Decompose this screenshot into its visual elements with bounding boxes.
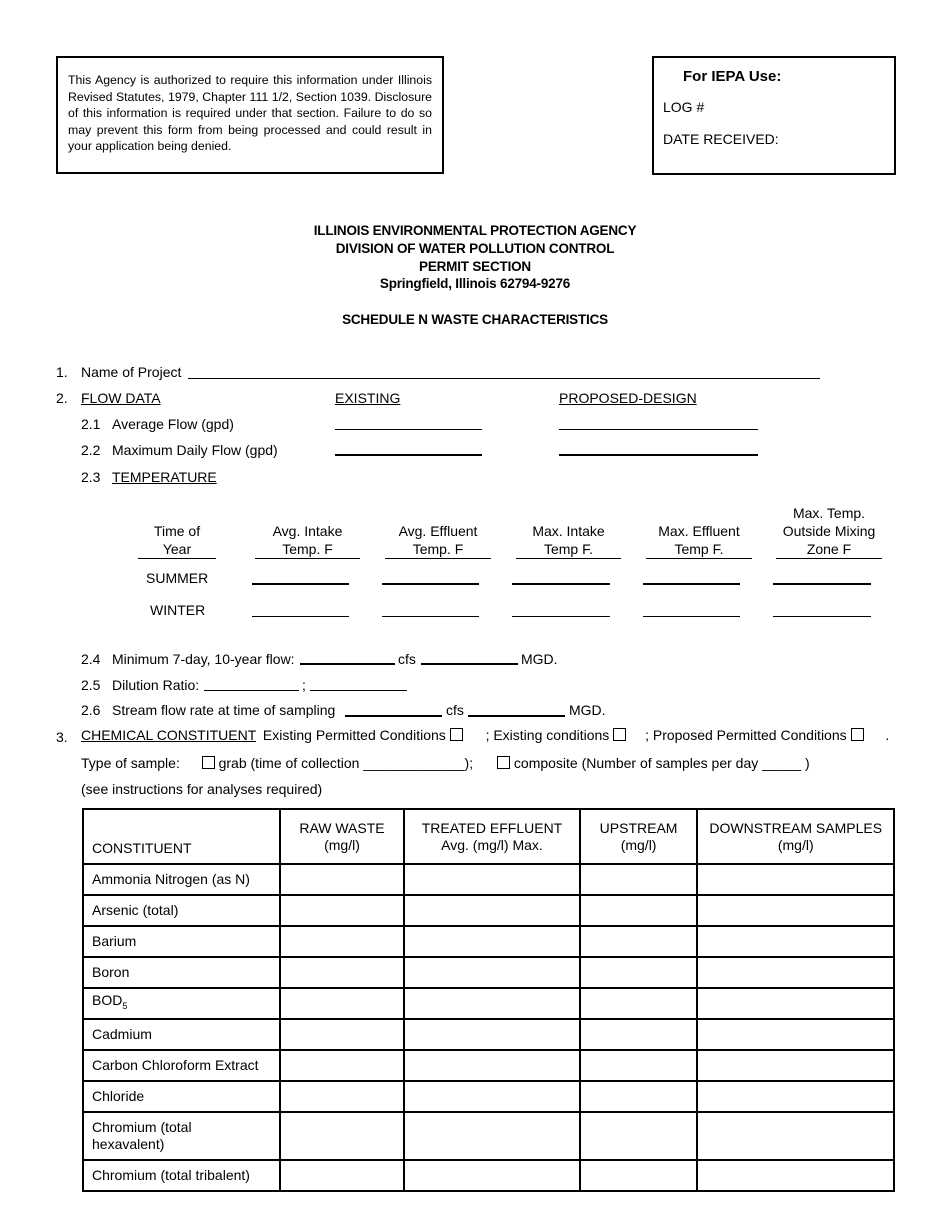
constituent-name: $BOD_5$	[83, 988, 280, 1019]
treated-effluent-cell[interactable]	[404, 1019, 579, 1050]
iepa-use-box	[652, 56, 896, 175]
time-of-year-header: Time of Year	[138, 522, 216, 559]
item25-number: 2.5	[81, 677, 101, 693]
table-row	[83, 988, 894, 1019]
date-received-label: DATE RECEIVED:	[663, 131, 779, 147]
summer-label: SUMMER	[146, 570, 209, 586]
item2-number: 2.	[56, 390, 68, 406]
min-flow-mgd-field[interactable]	[421, 663, 518, 665]
winter-avg-effluent-field[interactable]	[382, 616, 479, 617]
treated-effluent-cell[interactable]	[404, 1050, 579, 1081]
sample-type-line	[81, 755, 810, 771]
downstream-cell[interactable]	[697, 1050, 894, 1081]
raw-waste-cell[interactable]	[280, 1050, 405, 1081]
dilution-ratio-field-1[interactable]	[204, 690, 299, 691]
project-name-label: Name of Project	[81, 364, 182, 380]
avg-effluent-temp-header: Avg. Effluent Temp. F	[385, 522, 491, 559]
composite-label: composite (Number of samples per day _____ )	[513, 755, 810, 771]
raw-waste-cell[interactable]	[280, 1019, 405, 1050]
item24-number: 2.4	[81, 651, 101, 667]
table-row	[83, 926, 894, 957]
downstream-cell[interactable]	[697, 895, 894, 926]
summer-max-intake-field[interactable]	[512, 583, 610, 585]
average-flow-existing-field[interactable]	[335, 429, 482, 430]
stream-flow-cfs-field[interactable]	[345, 715, 442, 717]
min-flow-cfs-unit: cfs	[398, 651, 416, 667]
constituent-name: Chromium (total tribalent)	[83, 1160, 280, 1191]
raw-waste-header: RAW WASTE (mg/l)	[280, 809, 405, 864]
raw-waste-cell[interactable]	[280, 957, 405, 988]
division-name: DIVISION OF WATER POLLUTION CONTROL	[335, 241, 615, 256]
treated-effluent-cell[interactable]	[404, 988, 579, 1019]
existing-conditions-label: ; Existing conditions	[485, 727, 610, 743]
analyses-instructions: (see instructions for analyses required)	[81, 781, 323, 797]
upstream-cell[interactable]	[580, 1050, 698, 1081]
min-7day-flow-label: Minimum 7-day, 10-year flow:	[112, 651, 295, 667]
winter-max-effluent-field[interactable]	[643, 616, 740, 617]
constituent-name: Chromium (total hexavalent)	[83, 1112, 280, 1160]
stream-flow-label: Stream flow rate at time of sampling	[112, 702, 336, 718]
chemical-constituent-heading: CHEMICAL CONSTITUENT	[81, 727, 257, 743]
proposed-permitted-checkbox[interactable]	[851, 728, 864, 741]
min-flow-cfs-field[interactable]	[300, 663, 395, 665]
stream-flow-mgd-unit: MGD.	[569, 702, 606, 718]
constituent-name: Ammonia Nitrogen (as N)	[83, 864, 280, 895]
upstream-cell[interactable]	[580, 1019, 698, 1050]
raw-waste-cell[interactable]	[280, 1112, 405, 1160]
existing-permitted-label: Existing Permitted Conditions	[262, 727, 446, 743]
stream-flow-mgd-field[interactable]	[468, 715, 565, 717]
upstream-cell[interactable]	[580, 864, 698, 895]
downstream-cell[interactable]	[697, 1019, 894, 1050]
downstream-cell[interactable]	[697, 988, 894, 1019]
max-intake-temp-header: Max. Intake Temp F.	[516, 522, 621, 559]
summer-avg-intake-field[interactable]	[252, 583, 349, 585]
max-daily-flow-existing-field[interactable]	[335, 454, 482, 456]
upstream-cell[interactable]	[580, 988, 698, 1019]
existing-permitted-checkbox[interactable]	[450, 728, 463, 741]
raw-waste-cell[interactable]	[280, 1160, 405, 1191]
treated-effluent-cell[interactable]	[404, 895, 579, 926]
section-name: PERMIT SECTION	[419, 259, 531, 274]
upstream-cell[interactable]	[580, 957, 698, 988]
upstream-cell[interactable]	[580, 1112, 698, 1160]
upstream-cell[interactable]	[580, 926, 698, 957]
constituent-name: Carbon Chloroform Extract	[83, 1050, 280, 1081]
table-row	[83, 1019, 894, 1050]
agency-name: ILLINOIS ENVIRONMENTAL PROTECTION AGENCY	[313, 223, 637, 238]
table-row	[83, 895, 894, 926]
dilution-ratio-separator: ;	[302, 677, 306, 693]
constituent-name: Barium	[83, 926, 280, 957]
table-row	[83, 1160, 894, 1191]
grab-checkbox[interactable]	[202, 756, 215, 769]
agency-address: Springfield, Illinois 62794-9276	[379, 276, 571, 291]
treated-effluent-cell[interactable]	[404, 926, 579, 957]
schedule-title: SCHEDULE N WASTE CHARACTERISTICS	[342, 312, 608, 327]
downstream-cell[interactable]	[697, 926, 894, 957]
raw-waste-cell[interactable]	[280, 988, 405, 1019]
raw-waste-cell[interactable]	[280, 926, 405, 957]
table-row	[83, 1081, 894, 1112]
downstream-cell[interactable]	[697, 957, 894, 988]
avg-intake-temp-header: Avg. Intake Temp. F	[255, 522, 360, 559]
composite-checkbox[interactable]	[497, 756, 510, 769]
table-row	[83, 1112, 894, 1160]
raw-waste-cell[interactable]	[280, 895, 405, 926]
item1-number: 1.	[56, 364, 68, 380]
item3-end-mark: .	[885, 727, 890, 743]
table-header-row	[83, 809, 894, 864]
upstream-header: UPSTREAM (mg/l)	[580, 809, 698, 864]
item26-number: 2.6	[81, 702, 101, 718]
average-flow-proposed-field[interactable]	[559, 429, 758, 430]
upstream-cell[interactable]	[580, 895, 698, 926]
downstream-cell[interactable]	[697, 1160, 894, 1191]
existing-heading: EXISTING	[335, 390, 401, 406]
max-daily-flow-label: Maximum Daily Flow (gpd)	[112, 442, 278, 458]
project-name-field[interactable]	[188, 378, 820, 379]
authorization-notice: This Agency is authorized to require this information under Illinois Revised Statutes, 1979, Chapter 111 1/2, Section 1039. Disclosure of this information is required under that section. Failure to do so may prevent this form from being processed and could result in your application being denied.	[56, 56, 444, 174]
treated-effluent-cell[interactable]	[404, 1081, 579, 1112]
max-daily-flow-proposed-field[interactable]	[559, 454, 758, 456]
summer-mixing-zone-field[interactable]	[773, 583, 871, 585]
stream-flow-cfs-unit: cfs	[446, 702, 464, 718]
downstream-cell[interactable]	[697, 1112, 894, 1160]
dilution-ratio-label: Dilution Ratio:	[112, 677, 200, 693]
table-row	[83, 957, 894, 988]
treated-effluent-cell[interactable]	[404, 1160, 579, 1191]
downstream-cell[interactable]	[697, 864, 894, 895]
temperature-heading: TEMPERATURE	[112, 469, 217, 485]
item21-number: 2.1	[81, 416, 101, 432]
treated-effluent-cell[interactable]	[404, 957, 579, 988]
upstream-cell[interactable]	[580, 1160, 698, 1191]
item23-number: 2.3	[81, 469, 101, 485]
constituent-table	[82, 808, 895, 1192]
table-row	[83, 1050, 894, 1081]
max-effluent-temp-header: Max. Effluent Temp F.	[646, 522, 752, 559]
min-flow-mgd-unit: MGD.	[521, 651, 558, 667]
existing-conditions-checkbox[interactable]	[613, 728, 626, 741]
treated-effluent-cell[interactable]	[404, 1112, 579, 1160]
flow-data-heading: FLOW DATA	[81, 390, 161, 406]
treated-effluent-header: TREATED EFFLUENT Avg. (mg/l) Max.	[404, 809, 579, 864]
constituent-name: Cadmium	[83, 1019, 280, 1050]
downstream-header: DOWNSTREAM SAMPLES (mg/l)	[697, 809, 894, 864]
raw-waste-cell[interactable]	[280, 1081, 405, 1112]
raw-waste-cell[interactable]	[280, 864, 405, 895]
winter-max-intake-field[interactable]	[512, 616, 610, 617]
sample-type-label: Type of sample:	[81, 755, 180, 771]
proposed-permitted-label: ; Proposed Permitted Conditions	[645, 727, 847, 743]
constituent-name: Boron	[83, 957, 280, 988]
constituent-name: Chloride	[83, 1081, 280, 1112]
iepa-use-title: For IEPA Use:	[683, 68, 782, 85]
average-flow-label: Average Flow (gpd)	[112, 416, 234, 432]
constituent-name: Arsenic (total)	[83, 895, 280, 926]
log-number-label: LOG #	[663, 99, 705, 115]
treated-effluent-cell[interactable]	[404, 864, 579, 895]
chemical-constituent-line	[81, 727, 889, 743]
table-row	[83, 864, 894, 895]
summer-max-effluent-field[interactable]	[643, 583, 740, 585]
summer-avg-effluent-field[interactable]	[382, 583, 479, 585]
grab-label: grab (time of collection _____________);	[218, 755, 474, 771]
winter-avg-intake-field[interactable]	[252, 616, 349, 617]
proposed-design-heading: PROPOSED-DESIGN	[559, 390, 697, 406]
max-temp-mixing-zone-header: Max. Temp. Outside Mixing Zone F	[776, 504, 882, 559]
winter-mixing-zone-field[interactable]	[773, 616, 871, 617]
upstream-cell[interactable]	[580, 1081, 698, 1112]
downstream-cell[interactable]	[697, 1081, 894, 1112]
dilution-ratio-field-2[interactable]	[310, 690, 407, 691]
item22-number: 2.2	[81, 442, 101, 458]
item3-number: 3.	[56, 729, 68, 745]
constituent-header: CONSTITUENT	[83, 809, 280, 864]
winter-label: WINTER	[150, 602, 206, 618]
